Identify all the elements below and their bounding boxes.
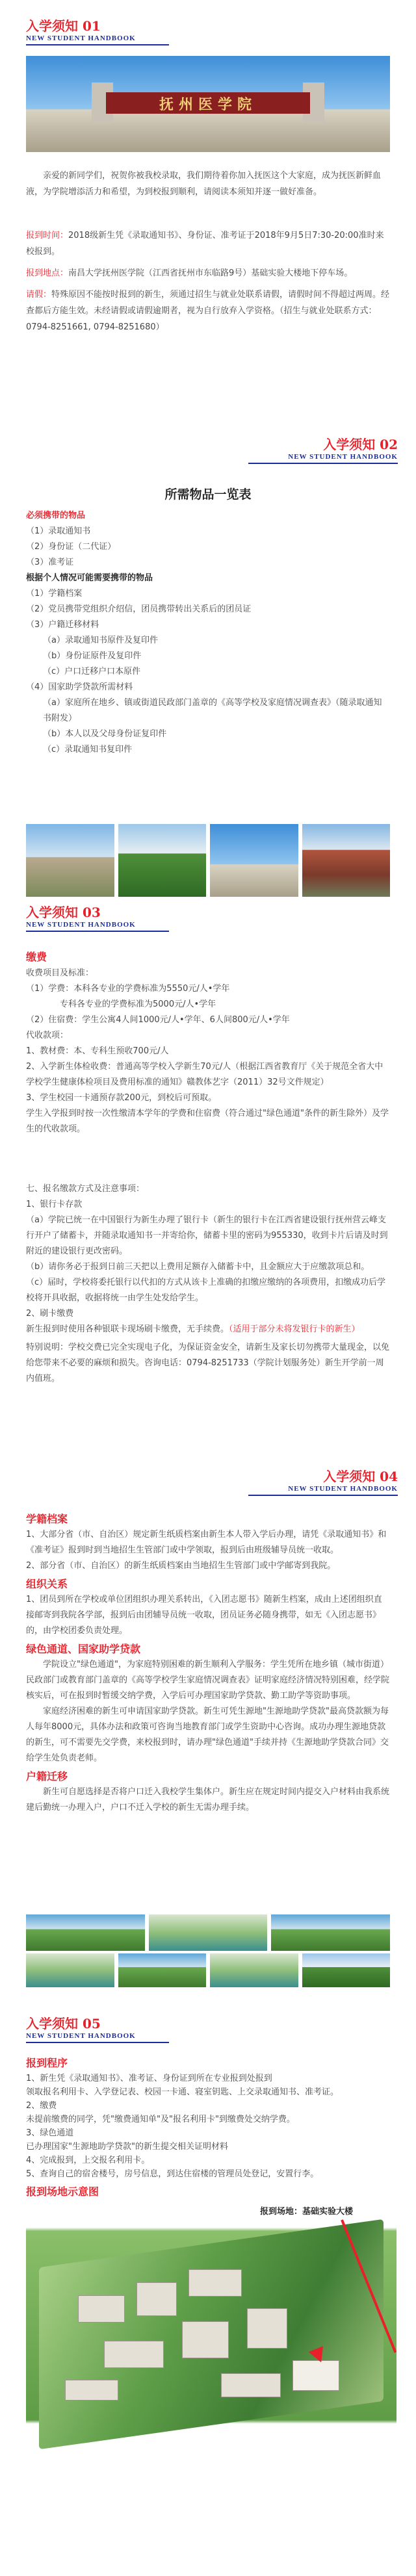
cond-item-4: （4）国家助学贷款所需材料 [26, 682, 133, 692]
cond-item-1: （1）学籍档案 [26, 589, 83, 599]
fee-line-3: 专科各专业的学费标准为5000元/人•学年 [60, 999, 216, 1009]
fee-line-1: 收费项目及标准： [26, 968, 94, 978]
map-building-8 [221, 2373, 281, 2397]
event-photo-5 [118, 1953, 207, 1987]
section-5-subtitle: NEW STUDENT HANDBOOK [26, 2032, 136, 2040]
map-building-4 [104, 2341, 164, 2368]
proc-line-3: 2、缴费 [26, 2101, 57, 2111]
section-4-title: 入学须知 04 [323, 1469, 398, 1484]
cond-item-4a: （a）家庭所在地乡、镇或街道民政部门盖章的《高等学校及家庭情况调查表》（随录取通知书附发） [43, 698, 382, 723]
section-5-header [26, 2016, 169, 2043]
map-location-label: 报到场地：基础实验大楼 [260, 2207, 354, 2217]
proc-line-7: 4、完成报到，上交报名利用卡。 [26, 2156, 150, 2165]
leave-note-label: 请假： [26, 290, 52, 300]
section-4-rule [248, 1495, 398, 1496]
section-1-header [26, 18, 169, 45]
fee-line-2: （1）学费：本科各专业的学费标准为5550元/人•学年 [26, 984, 230, 994]
section-1-title: 入学须知 01 [26, 18, 101, 34]
proc-line-4: 未提前缴费的同学，凭"缴费通知单"及"报名利用卡"到缴费处交纳学费。 [26, 2115, 295, 2124]
must-items-title: 必须携带的物品 [26, 511, 86, 521]
proc-line-2: 领取报名利用卡、入学登记表、校园一卡通、寝室钥匙、上交录取通知书、准考证。 [26, 2087, 339, 2097]
campus-photo-2 [118, 824, 207, 897]
pay-note: （适用于部分未将发银行卡的新生） [229, 1324, 360, 1334]
section-2-header [248, 437, 398, 464]
section-2-title: 入学须知 02 [323, 437, 398, 452]
section-2-subtitle: NEW STUDENT HANDBOOK [288, 453, 398, 461]
green-channel-title: 绿色通道、国家助学贷款 [26, 1643, 141, 1655]
campus-gate-photo [26, 56, 390, 152]
section-3-rule [26, 931, 169, 932]
section-4-subtitle: NEW STUDENT HANDBOOK [288, 1485, 398, 1493]
fee-line-5: 代收款项： [26, 1031, 69, 1040]
procedure-title: 报到程序 [26, 2057, 68, 2069]
cond-item-3c: （c）户口迁移户口本原件 [43, 667, 141, 676]
leave-note [26, 287, 390, 335]
report-place-text: 南昌大学抚州医学院（江西省抚州市东临路9号）基础实验大楼地下停车场。 [68, 268, 353, 278]
event-photo-4 [26, 1953, 114, 1987]
section-2-rule [248, 463, 398, 464]
cond-item-4c: （c）录取通知书复印件 [43, 745, 133, 754]
report-time-label: 报到时间： [26, 231, 69, 240]
archive-line-2: 2、部分省（市、自治区）的新生纸质档案由当地招生生管部门或中学邮寄到我院。 [26, 1561, 336, 1571]
cond-item-3: （3）户籍迁移材料 [26, 620, 99, 630]
fee-line-4: （2）住宿费：学生公寓4人间1000元/人•学年、6人间800元/人•学年 [26, 1015, 290, 1025]
must-item-1: （1）录取通知书 [26, 526, 91, 536]
fee-line-6: 1、教材费：本、专科生预收700元/人 [26, 1046, 169, 1056]
pay-line-2: （a）学院已统一在中国银行为新生办理了银行卡（新生的银行卡在江西省建设银行抚州营云峰支行开户了储蓄卡，并随录取通知书一并寄给你，储蓄卡里的密码为955330，收到卡片后请及时到附近的建设银行更改密码。 [26, 1215, 388, 1256]
green-channel-line-2: 家庭经济困难的新生可申请国家助学贷款。新生可凭生源地"生源地助学贷款"最高贷款额为每人每年8000元，具体办法和政策可咨询当地教育部门或学生资助中心咨询。成功办理生源地贷款的新生，可不需要先交学费，来校报到时，请办理"绿色通道"手续并持《生源地助学贷款合同》交给学生处负责老师。 [26, 1707, 389, 1763]
items-list-heading: 所需物品一览表 [164, 487, 252, 502]
event-photo-3 [271, 1914, 390, 1951]
payment-details [26, 1181, 390, 1387]
proc-line-5: 3、绿色通道 [26, 2128, 74, 2138]
campus-map [26, 2198, 396, 2568]
org-line-1: 1、团员到所在学校或单位团组织办理关系转出，《入团志愿书》随新生档案，成由上述团组织直接邮寄到我院各学部，报到后由团辅导员统一收取，团员证务必随身携带，如无《入团志愿书》的，由学校团委负责处理。 [26, 1595, 382, 1636]
event-photo-row-2 [26, 1953, 390, 1987]
fee-details [26, 966, 390, 1137]
cond-item-4b: （b）本人以及父母身份证复印件 [43, 729, 167, 739]
leave-note-text: 特殊原因不能按时报到的新生，须通过招生与就业处联系请假，请假时间不得超过两周。经查都后方能生效。未经请假或请假逾期者，视为自行放弃入学资格。（招生与就业处联系方式：0794-8251661, 0794-8251680） [26, 290, 390, 332]
pay-title: 七、报名缴款方式及注意事项： [26, 1184, 145, 1194]
report-place-label: 报到地点： [26, 268, 69, 278]
fee-line-8: 3、学生校园一卡通预存款200元，到校后可预取。 [26, 1093, 217, 1103]
fee-line-9: 学生入学报到时按一次性缴清本学年的学费和住宿费（符合通过"绿色通道"条件的新生除外）及学生的代收款项。 [26, 1109, 389, 1134]
registration-notes [26, 1512, 390, 1816]
archive-line-1: 1、大部分省（市、自治区）规定新生纸质档案由新生本人带入学后办理，请凭《录取通知书》和《准考证》报到时到当地招生生管部门或中学领取，报到后由班级辅导员统一收取。 [26, 1530, 387, 1555]
map-building-6 [247, 2308, 287, 2349]
map-building-3 [188, 2269, 242, 2297]
section-5-title: 入学须知 05 [26, 2016, 101, 2031]
hukou-line-1: 新生可自愿选择是否将户口迁入我校学生集体户。新生应在规定时间内提交入户材料由我系统建后勤统一办理入户，户口不迁入学校的新生无需办理手续。 [26, 1787, 390, 1812]
section-3-header [26, 905, 169, 932]
section-5-rule [26, 2042, 169, 2043]
section-3-title: 入学须知 03 [26, 905, 101, 920]
proc-line-8: 5、查询自己的宿舍楼号，房号信息，到达住宿楼的管理员处登记，安置行李。 [26, 2169, 319, 2179]
pay-line-5: 2、刷卡缴费 [26, 1309, 74, 1319]
section-4-header [248, 1469, 398, 1496]
proc-line-1: 1、新生凭《录取通知书》、准考证、身份证到所在专业报到处报到 [26, 2074, 272, 2083]
must-item-2: （2）身份证（二代证） [26, 542, 116, 552]
pay-line-4: （c）届时，学校将委托银行以代扣的方式从该卡上准确的扣缴应缴纳的各项费用，扣缴成功后学校将开具收据，收据将统一由学生处发给学生。 [26, 1278, 386, 1303]
event-photo-1 [26, 1914, 145, 1951]
cond-item-3a: （a）录取通知书原件及复印件 [43, 636, 158, 645]
map-building-7 [65, 2380, 118, 2401]
section-1-info [26, 227, 390, 335]
map-building-5 [182, 2321, 229, 2358]
map-building-2 [136, 2282, 177, 2316]
event-photo-7 [302, 1953, 391, 1987]
section-1-subtitle: NEW STUDENT HANDBOOK [26, 34, 136, 42]
pay-line-6 [26, 1322, 390, 1337]
proc-line-6: 已办理国家"生源地助学贷款"的新生提交相关证明材料 [26, 2142, 228, 2152]
campus-photo-4 [302, 824, 391, 897]
campus-photo-3 [210, 824, 298, 897]
event-photo-2 [149, 1914, 268, 1951]
map-target-building [292, 2360, 339, 2391]
gate-sign [106, 92, 310, 114]
procedure-steps [26, 2072, 390, 2181]
section-1-intro: 亲爱的新同学们，祝贺你被我校录取，我们期待着你加入抚医这个大家庭，成为抚医新鲜血液，为学院增添活力和希望，为到校报到顺利，请阅读本须知并逐一做好准备。 [26, 171, 382, 197]
event-photo-6 [210, 1953, 298, 1987]
items-list [26, 508, 390, 758]
section-1-rule [26, 44, 169, 45]
pay-line-6-text: 新生报到时使用各种银联卡现场刷卡缴费，无手续费。 [26, 1324, 229, 1334]
event-photo-row-1 [26, 1914, 390, 1951]
map-title: 报到场地示意图 [26, 2185, 99, 2198]
archive-title: 学籍档案 [26, 1513, 68, 1525]
campus-photo-row [26, 824, 390, 897]
cond-item-3b: （b）身份证原件及复印件 [43, 651, 142, 661]
green-channel-line-1: 学院设立"绿色通道"，为家庭特别困难的新生顺利入学服务：学生凭所在地乡镇（城市街道）民政部门或教育部门盖章的《高等学校学生家庭情况调查表》证明家庭经济情况特别困难，经学院核实后，可在报到时暂缓交纳学费，入学后可办理国家助学贷款、勤工助学等资助事项。 [26, 1660, 390, 1701]
report-place [26, 265, 390, 281]
cond-item-2: （2）党员携带党组织介绍信，团员携带转出关系后的团员证 [26, 604, 252, 614]
gate-sign-text: 抚州医学院 [159, 96, 257, 114]
pay-line-3: （b）请你务必于报到日前三天把以上费用足额存入储蓄卡中，且金额应大于应缴款项总和。 [26, 1262, 370, 1272]
hukou-title: 户籍迁移 [26, 1770, 68, 1783]
map-building-1 [78, 2295, 125, 2323]
must-item-3: （3）准考证 [26, 558, 74, 567]
report-time-text: 2018级新生凭《录取通知书》、身份证、准考证于2018年9月5日7:30-20:00准时来校报到。 [26, 231, 384, 257]
pay-line-1: 1、银行卡存款 [26, 1200, 83, 1209]
campus-photo-1 [26, 824, 114, 897]
special-note: 特别说明：学校交费已完全实现电子化，为保证资金安全，请新生及家长切勿携带大量现金，以免给您带来不必要的麻烦和损失。咨询电话：0794-8251733（学院计划服务处）新生开学前一周内值班。 [26, 1343, 390, 1384]
org-title: 组织关系 [26, 1578, 68, 1590]
report-time [26, 227, 390, 260]
cond-items-title: 根据个人情况可能需要携带的物品 [26, 573, 153, 583]
section-3-subtitle: NEW STUDENT HANDBOOK [26, 921, 136, 929]
fee-title: 缴费 [26, 951, 47, 963]
fee-line-7: 2、入学新生体检收费：普通高等学校入学新生70元/人（根据江西省教育厅《关于规范全省大中学校学生健康体检项目及费用标准的通知》赣教体艺字（2011）32号文件规定） [26, 1062, 384, 1087]
